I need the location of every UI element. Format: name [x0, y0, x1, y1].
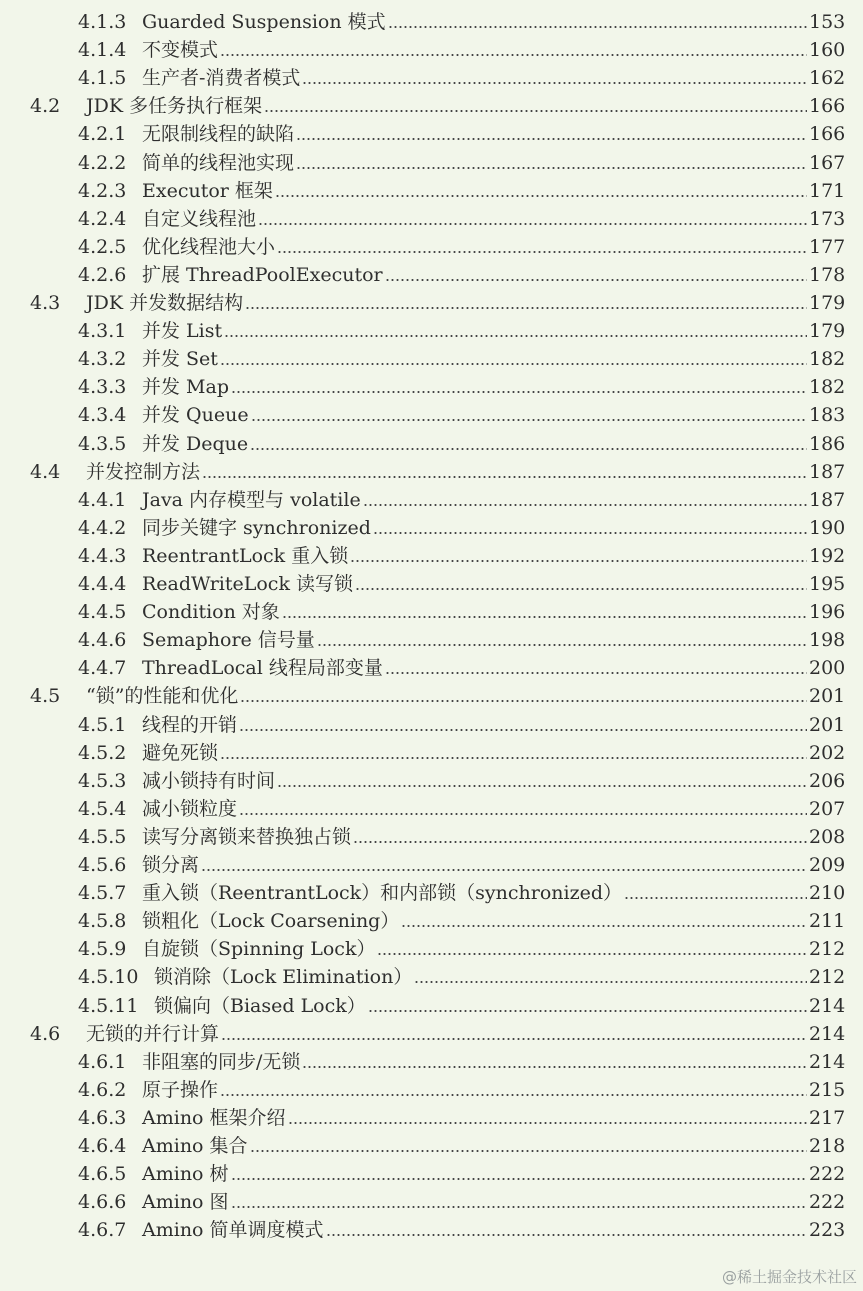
toc-entry-number: 4.5.1 [78, 713, 127, 736]
toc-entry-line [142, 654, 846, 682]
toc-entry-number: 4.2.1 [78, 123, 127, 146]
toc-page-number: 212 [809, 938, 846, 961]
toc-entry-title: 同步关键字 synchronized [142, 514, 373, 542]
toc-dot-leader [296, 149, 807, 177]
toc-dot-leader [355, 570, 807, 598]
toc-subsection-entry [0, 8, 863, 36]
toc-entry-number: 4.2.6 [78, 263, 127, 286]
toc-entry-line [142, 36, 846, 64]
toc-page-number: 187 [809, 488, 846, 511]
toc-page-number: 206 [809, 769, 846, 792]
toc-dot-leader [302, 64, 807, 92]
toc-dot-leader [296, 120, 807, 148]
toc-page-number: 179 [809, 292, 846, 314]
toc-section-entry [0, 92, 863, 120]
toc-page-number: 223 [809, 1219, 846, 1242]
toc-dot-leader [326, 1216, 807, 1244]
toc-entry-number: 4.4.5 [78, 601, 127, 624]
toc-entry-number: 4.4.7 [78, 657, 127, 680]
toc-subsection-entry [0, 767, 863, 795]
toc-page-number: 183 [809, 404, 846, 427]
toc-entry-number: 4.6.3 [78, 1106, 127, 1129]
toc-entry-number: 4.2.2 [78, 151, 127, 174]
toc-dot-leader [350, 542, 807, 570]
toc-page-number: 212 [809, 966, 846, 989]
toc-entry-title: 并发 Deque [142, 430, 250, 458]
toc-subsection-entry [0, 879, 863, 907]
toc-entry-line [142, 486, 846, 514]
toc-dot-leader [288, 1104, 807, 1132]
toc-subsection-entry [0, 261, 863, 289]
toc-dot-leader [317, 626, 807, 654]
toc-page-number: 171 [809, 179, 846, 202]
toc-dot-leader [377, 935, 807, 963]
toc-subsection-entry [0, 514, 863, 542]
toc-entry-number: 4.3.4 [78, 404, 127, 427]
toc-entry-number: 4.2.3 [78, 179, 127, 202]
toc-dot-leader [250, 1132, 807, 1160]
toc-page-number: 198 [809, 629, 846, 652]
toc-entry-title: Amino 简单调度模式 [142, 1216, 326, 1244]
toc-subsection-entry [0, 570, 863, 598]
toc-entry-line [142, 430, 846, 458]
toc-subsection-entry [0, 1132, 863, 1160]
toc-entry-line [86, 289, 846, 317]
toc-subsection-entry [0, 992, 863, 1020]
toc-subsection-entry [0, 823, 863, 851]
toc-entry-line [142, 935, 846, 963]
toc-entry-line [142, 177, 846, 205]
toc-dot-leader [401, 907, 807, 935]
toc-entry-line [142, 823, 846, 851]
toc-entry-title: JDK 多任务执行框架 [86, 92, 264, 120]
toc-page-number: 177 [809, 235, 846, 258]
toc-entry-title: 不变模式 [142, 36, 220, 64]
toc-entry-line [142, 851, 846, 879]
toc-page-number: 210 [809, 882, 846, 905]
toc-entry-line [142, 64, 846, 92]
toc-entry-number: 4.3.2 [78, 348, 127, 371]
toc-entry-number: 4.3.5 [78, 432, 127, 455]
toc-entry-title: 减小锁粒度 [142, 795, 239, 823]
toc-entry-line [142, 907, 846, 935]
toc-subsection-entry [0, 401, 863, 429]
toc-page-number: 160 [809, 39, 846, 62]
toc-page-number: 201 [809, 685, 846, 708]
toc-entry-line [142, 120, 846, 148]
toc-page-number: 201 [809, 713, 846, 736]
toc-entry-line [142, 570, 846, 598]
toc-entry-number: 4.3.3 [78, 376, 127, 399]
toc-page-number: 218 [809, 1135, 846, 1157]
toc-subsection-entry [0, 120, 863, 148]
toc-page-number: 215 [809, 1078, 846, 1101]
toc-entry-line [142, 739, 846, 767]
toc-entry-number: 4.3.1 [78, 320, 127, 343]
toc-entry-line [154, 963, 846, 991]
toc-subsection-entry [0, 486, 863, 514]
toc-entry-title: Java 内存模型与 volatile [142, 486, 363, 514]
toc-entry-number: 4.6.4 [78, 1135, 127, 1157]
toc-dot-leader [385, 261, 807, 289]
toc-entry-number: 4.4.2 [78, 516, 127, 539]
toc-entry-title: 锁偏向（Biased Lock） [154, 992, 368, 1020]
toc-dot-leader [277, 233, 807, 261]
toc-entry-title: ReentrantLock 重入锁 [142, 542, 350, 570]
toc-entry-title: 避免死锁 [142, 739, 220, 767]
toc-dot-leader [251, 401, 807, 429]
toc-subsection-entry [0, 1216, 863, 1244]
toc-dot-leader [220, 36, 807, 64]
toc-page-number: 192 [809, 544, 846, 567]
toc-subsection-entry [0, 1104, 863, 1132]
toc-entry-title: “锁”的性能和优化 [86, 682, 240, 710]
toc-entry-number: 4.4.1 [78, 488, 127, 511]
toc-entry-number: 4.5.10 [78, 966, 139, 989]
toc-subsection-entry [0, 1048, 863, 1076]
toc-dot-leader [201, 851, 807, 879]
toc-entry-line [86, 92, 846, 120]
toc-entry-title: 非阻塞的同步/无锁 [142, 1048, 302, 1076]
toc-page-number: 182 [809, 376, 846, 399]
toc-entry-title: 优化线程池大小 [142, 233, 277, 261]
toc-entry-number: 4.6 [30, 1022, 61, 1045]
toc-page-number: 187 [809, 460, 846, 483]
toc-entry-title: Amino 树 [142, 1160, 231, 1188]
toc-entry-line [142, 1132, 846, 1160]
toc-dot-leader [220, 1076, 807, 1104]
toc-dot-leader [275, 177, 807, 205]
toc-entry-line [142, 149, 846, 177]
toc-subsection-entry [0, 1160, 863, 1188]
toc-page-number: 167 [809, 151, 846, 174]
toc-page-number: 202 [809, 741, 846, 764]
toc-entry-line [86, 1020, 846, 1048]
toc-page-number: 207 [809, 797, 846, 820]
toc-entry-line [142, 233, 846, 261]
toc-subsection-entry [0, 542, 863, 570]
toc-entry-line [86, 458, 846, 486]
toc-entry-line [86, 682, 846, 710]
toc-subsection-entry [0, 1076, 863, 1104]
toc-entry-number: 4.2 [30, 95, 61, 118]
toc-entry-title: Guarded Suspension 模式 [142, 8, 388, 36]
toc-page-number: 217 [809, 1106, 846, 1129]
toc-entry-title: 扩展 ThreadPoolExecutor [142, 261, 385, 289]
toc-subsection-entry [0, 317, 863, 345]
toc-entry-number: 4.6.7 [78, 1219, 127, 1242]
toc-subsection-entry [0, 654, 863, 682]
toc-entry-line [142, 879, 846, 907]
toc-subsection-entry [0, 36, 863, 64]
toc-entry-title: Semaphore 信号量 [142, 626, 317, 654]
toc-subsection-entry [0, 373, 863, 401]
toc-entry-title: 并发 Map [142, 373, 231, 401]
toc-subsection-entry [0, 430, 863, 458]
toc-entry-line [142, 1160, 846, 1188]
toc-dot-leader [231, 373, 807, 401]
toc-entry-line [142, 1216, 846, 1244]
toc-dot-leader [220, 739, 807, 767]
toc-subsection-entry [0, 626, 863, 654]
toc-entry-number: 4.2.5 [78, 235, 127, 258]
toc-dot-leader [239, 711, 807, 739]
toc-entry-line [142, 401, 846, 429]
toc-page-number: 186 [809, 432, 846, 455]
toc-entry-number: 4.5.5 [78, 825, 127, 848]
toc-entry-line [142, 373, 846, 401]
toc-page-number: 208 [809, 825, 846, 848]
toc-subsection-entry [0, 907, 863, 935]
toc-entry-title: 减小锁持有时间 [142, 767, 277, 795]
toc-page-number: 222 [809, 1163, 846, 1186]
toc-entry-title: Amino 图 [142, 1188, 231, 1216]
toc-page-number: 190 [809, 516, 846, 539]
toc-entry-number: 4.4.6 [78, 629, 127, 652]
toc-section-entry [0, 1020, 863, 1048]
toc-entry-title: 锁消除（Lock Elimination） [154, 963, 414, 991]
toc-entry-title: 自旋锁（Spinning Lock） [142, 935, 377, 963]
toc-dot-leader [373, 514, 807, 542]
toc-page-number: 179 [809, 320, 846, 343]
toc-entry-line [142, 1048, 846, 1076]
toc-entry-number: 4.5.9 [78, 938, 127, 961]
toc-page-number: 182 [809, 348, 846, 371]
toc-page-number: 162 [809, 67, 846, 90]
toc-page-number: 166 [809, 95, 846, 118]
toc-entry-title: JDK 并发数据结构 [86, 289, 245, 317]
toc-entry-number: 4.2.4 [78, 207, 127, 230]
toc-entry-line [142, 1188, 846, 1216]
toc-dot-leader [221, 1020, 807, 1048]
toc-section-entry [0, 458, 863, 486]
toc-entry-title: 生产者-消费者模式 [142, 64, 302, 92]
toc-entry-line [142, 8, 846, 36]
toc-entry-title: Amino 集合 [142, 1132, 250, 1160]
toc-page-number: 200 [809, 657, 846, 680]
toc-dot-leader [224, 317, 807, 345]
toc-entry-number: 4.5.6 [78, 854, 127, 876]
toc-page-number: 222 [809, 1191, 846, 1214]
toc-page-number: 178 [809, 263, 846, 286]
toc-subsection-entry [0, 149, 863, 177]
toc-entry-line [142, 598, 846, 626]
toc-entry-number: 4.6.2 [78, 1078, 127, 1101]
toc-entry-number: 4.1.5 [78, 67, 127, 90]
toc-entry-title: ReadWriteLock 读写锁 [142, 570, 355, 598]
toc-subsection-entry [0, 205, 863, 233]
toc-entry-number: 4.5.8 [78, 910, 127, 933]
toc-dot-leader [231, 1188, 807, 1216]
toc-entry-number: 4.5 [30, 685, 61, 708]
toc-subsection-entry [0, 795, 863, 823]
toc-dot-leader [264, 92, 807, 120]
toc-subsection-entry [0, 345, 863, 373]
toc-dot-leader [363, 486, 807, 514]
toc-subsection-entry [0, 64, 863, 92]
toc-subsection-entry [0, 935, 863, 963]
toc-entry-line [142, 514, 846, 542]
toc-entry-number: 4.5.3 [78, 769, 127, 792]
toc-entry-line [142, 345, 846, 373]
toc-dot-leader [245, 289, 807, 317]
toc-entry-title: 并发 Queue [142, 401, 251, 429]
toc-entry-line [142, 1076, 846, 1104]
toc-page-number: 196 [809, 601, 846, 624]
toc-subsection-entry [0, 739, 863, 767]
toc-entry-line [142, 261, 846, 289]
toc-dot-leader [282, 598, 807, 626]
toc-page-number: 173 [809, 207, 846, 230]
toc-dot-leader [250, 430, 807, 458]
toc-entry-title: ThreadLocal 线程局部变量 [142, 654, 385, 682]
toc-entry-title: Executor 框架 [142, 177, 275, 205]
toc-dot-leader [220, 345, 807, 373]
toc-entry-title: 并发 Set [142, 345, 220, 373]
toc-entry-line [142, 542, 846, 570]
toc-entry-title: 原子操作 [142, 1076, 220, 1104]
toc-entry-number: 4.5.11 [78, 994, 139, 1017]
toc-subsection-entry [0, 177, 863, 205]
toc-page-number: 153 [809, 11, 846, 33]
toc-subsection-entry [0, 598, 863, 626]
toc-dot-leader [231, 1160, 807, 1188]
toc-subsection-entry [0, 963, 863, 991]
toc-entry-number: 4.5.4 [78, 797, 127, 820]
toc-entry-line [142, 1104, 846, 1132]
toc-dot-leader [414, 963, 807, 991]
toc-entry-number: 4.4.3 [78, 544, 127, 567]
toc-subsection-entry [0, 1188, 863, 1216]
toc-dot-leader [353, 823, 807, 851]
toc-dot-leader [302, 1048, 807, 1076]
toc-dot-leader [258, 205, 807, 233]
toc-dot-leader [388, 8, 807, 36]
toc-entry-title: 并发 List [142, 317, 224, 345]
toc-entry-number: 4.3 [30, 292, 61, 314]
toc-entry-number: 4.4 [30, 460, 61, 483]
toc-entry-number: 4.6.1 [78, 1050, 127, 1073]
toc-subsection-entry [0, 233, 863, 261]
toc-subsection-entry [0, 711, 863, 739]
watermark: @稀土掘金技术社区 [721, 1268, 857, 1286]
toc-entry-line [154, 992, 846, 1020]
toc-entry-title: Condition 对象 [142, 598, 282, 626]
toc-page-number: 209 [809, 854, 846, 876]
toc-entry-number: 4.4.4 [78, 573, 127, 595]
toc-dot-leader [202, 458, 807, 486]
toc-entry-number: 4.1.4 [78, 39, 127, 62]
toc-page-number: 211 [809, 910, 846, 933]
toc-entry-title: 无限制线程的缺陷 [142, 120, 296, 148]
toc-entry-title: 并发控制方法 [86, 458, 202, 486]
toc-dot-leader [624, 879, 807, 907]
toc-dot-leader [385, 654, 807, 682]
toc-entry-title: Amino 框架介绍 [142, 1104, 288, 1132]
toc-entry-title: 锁分离 [142, 851, 201, 879]
toc-dot-leader [277, 767, 807, 795]
toc-dot-leader [239, 795, 807, 823]
toc-dot-leader [240, 682, 807, 710]
toc-entry-number: 4.1.3 [78, 11, 127, 33]
toc-dot-leader [368, 992, 807, 1020]
toc-page-number: 195 [809, 573, 846, 595]
toc-section-entry [0, 682, 863, 710]
toc-entry-title: 自定义线程池 [142, 205, 258, 233]
toc-section-entry [0, 289, 863, 317]
toc-entry-number: 4.5.2 [78, 741, 127, 764]
toc-entry-line [142, 711, 846, 739]
toc-page-number: 166 [809, 123, 846, 146]
toc-page-number: 214 [809, 1022, 846, 1045]
toc-entry-title: 无锁的并行计算 [86, 1020, 221, 1048]
toc-entry-line [142, 205, 846, 233]
toc-entry-title: 锁粗化（Lock Coarsening） [142, 907, 401, 935]
toc-page-number: 214 [809, 994, 846, 1017]
toc-entry-number: 4.5.7 [78, 882, 127, 905]
toc-page-number: 214 [809, 1050, 846, 1073]
toc-entry-line [142, 626, 846, 654]
toc-entry-line [142, 317, 846, 345]
toc-entry-number: 4.6.5 [78, 1163, 127, 1186]
toc-entry-title: 简单的线程池实现 [142, 149, 296, 177]
toc-entry-line [142, 795, 846, 823]
toc-entry-number: 4.6.6 [78, 1191, 127, 1214]
toc-entry-title: 线程的开销 [142, 711, 239, 739]
toc-entry-title: 重入锁（ReentrantLock）和内部锁（synchronized） [142, 879, 624, 907]
toc-entry-title: 读写分离锁来替换独占锁 [142, 823, 353, 851]
toc-entry-line [142, 767, 846, 795]
toc-subsection-entry [0, 851, 863, 879]
